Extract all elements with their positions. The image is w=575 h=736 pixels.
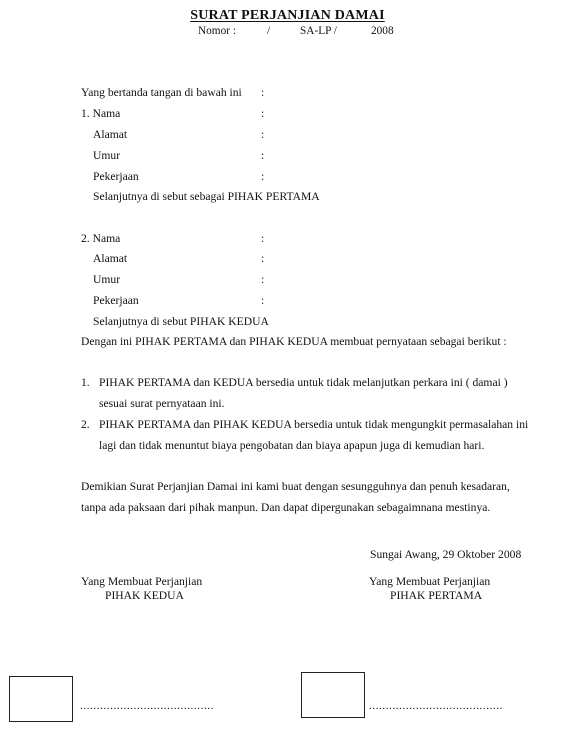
party2-designation: Selanjutnya di sebut PIHAK KEDUA xyxy=(93,315,269,328)
point-2-line-2: lagi dan tidak menuntut biaya pengobatan dan biaya apapun juga di kemudian hari. xyxy=(99,439,485,452)
document-title xyxy=(0,8,575,24)
party1-pekerjaan-label: Pekerjaan xyxy=(93,170,139,183)
party2-alamat-label: Alamat xyxy=(93,252,128,265)
signature-right-box xyxy=(301,672,365,718)
place-date: Sungai Awang, 29 Oktober 2008 xyxy=(370,548,522,561)
nomor-label: Nomor : xyxy=(198,25,236,37)
nomor-separator: / xyxy=(267,25,271,37)
party2-umur-label: Umur xyxy=(93,273,121,286)
party2-umur-colon: : xyxy=(261,273,265,286)
signature-right-dotted-line: ........................................ xyxy=(369,700,503,712)
party1-nama-colon: : xyxy=(261,107,265,120)
intro-colon: : xyxy=(261,86,265,99)
party1-umur-colon: : xyxy=(261,149,265,162)
signature-left-box xyxy=(9,676,73,722)
party1-nama-label: 1. Nama xyxy=(81,107,121,120)
intro-text: Yang bertanda tangan di bawah ini xyxy=(81,86,242,99)
statement-intro: Dengan ini PIHAK PERTAMA dan PIHAK KEDUA membuat pernyataan sebagai berikut : xyxy=(81,335,507,348)
closing-line-1: Demikian Surat Perjanjian Damai ini kami buat dengan sesungguhnya dan penuh kesadaran, xyxy=(81,480,510,493)
party2-pekerjaan-label: Pekerjaan xyxy=(93,294,139,307)
point-1-line-1: PIHAK PERTAMA dan KEDUA bersedia untuk tidak melanjutkan perkara ini ( damai ) xyxy=(99,376,508,389)
signature-left-party: PIHAK KEDUA xyxy=(105,589,184,602)
closing-line-2: tanpa ada paksaan dari pihak manpun. Dan dapat dipergunakan sebagaimnana mestinya. xyxy=(81,501,491,514)
party2-pekerjaan-colon: : xyxy=(261,294,265,307)
point-1-number: 1. xyxy=(81,376,90,389)
nomor-year: 2008 xyxy=(371,25,394,37)
party1-alamat-label: Alamat xyxy=(93,128,128,141)
party2-nama-label: 2. Nama xyxy=(81,232,121,245)
point-2-line-1: PIHAK PERTAMA dan PIHAK KEDUA bersedia untuk tidak mengungkit permasalahan ini xyxy=(99,418,529,431)
point-2-number: 2. xyxy=(81,418,90,431)
signature-left-dotted-line: ........................................ xyxy=(80,700,214,712)
signature-right-heading: Yang Membuat Perjanjian xyxy=(369,575,491,588)
signature-right-party: PIHAK PERTAMA xyxy=(390,589,483,602)
party2-nama-colon: : xyxy=(261,232,265,245)
signature-left-heading: Yang Membuat Perjanjian xyxy=(81,575,203,588)
nomor-code: SA-LP / xyxy=(300,25,337,37)
party1-designation: Selanjutnya di sebut sebagai PIHAK PERTAMA xyxy=(93,190,320,203)
title-text: SURAT PERJANJIAN DAMAI xyxy=(190,8,385,23)
party1-pekerjaan-colon: : xyxy=(261,170,265,183)
party1-alamat-colon: : xyxy=(261,128,265,141)
party1-umur-label: Umur xyxy=(93,149,121,162)
point-1-line-2: sesuai surat pernyataan ini. xyxy=(99,397,225,410)
party2-alamat-colon: : xyxy=(261,252,265,265)
